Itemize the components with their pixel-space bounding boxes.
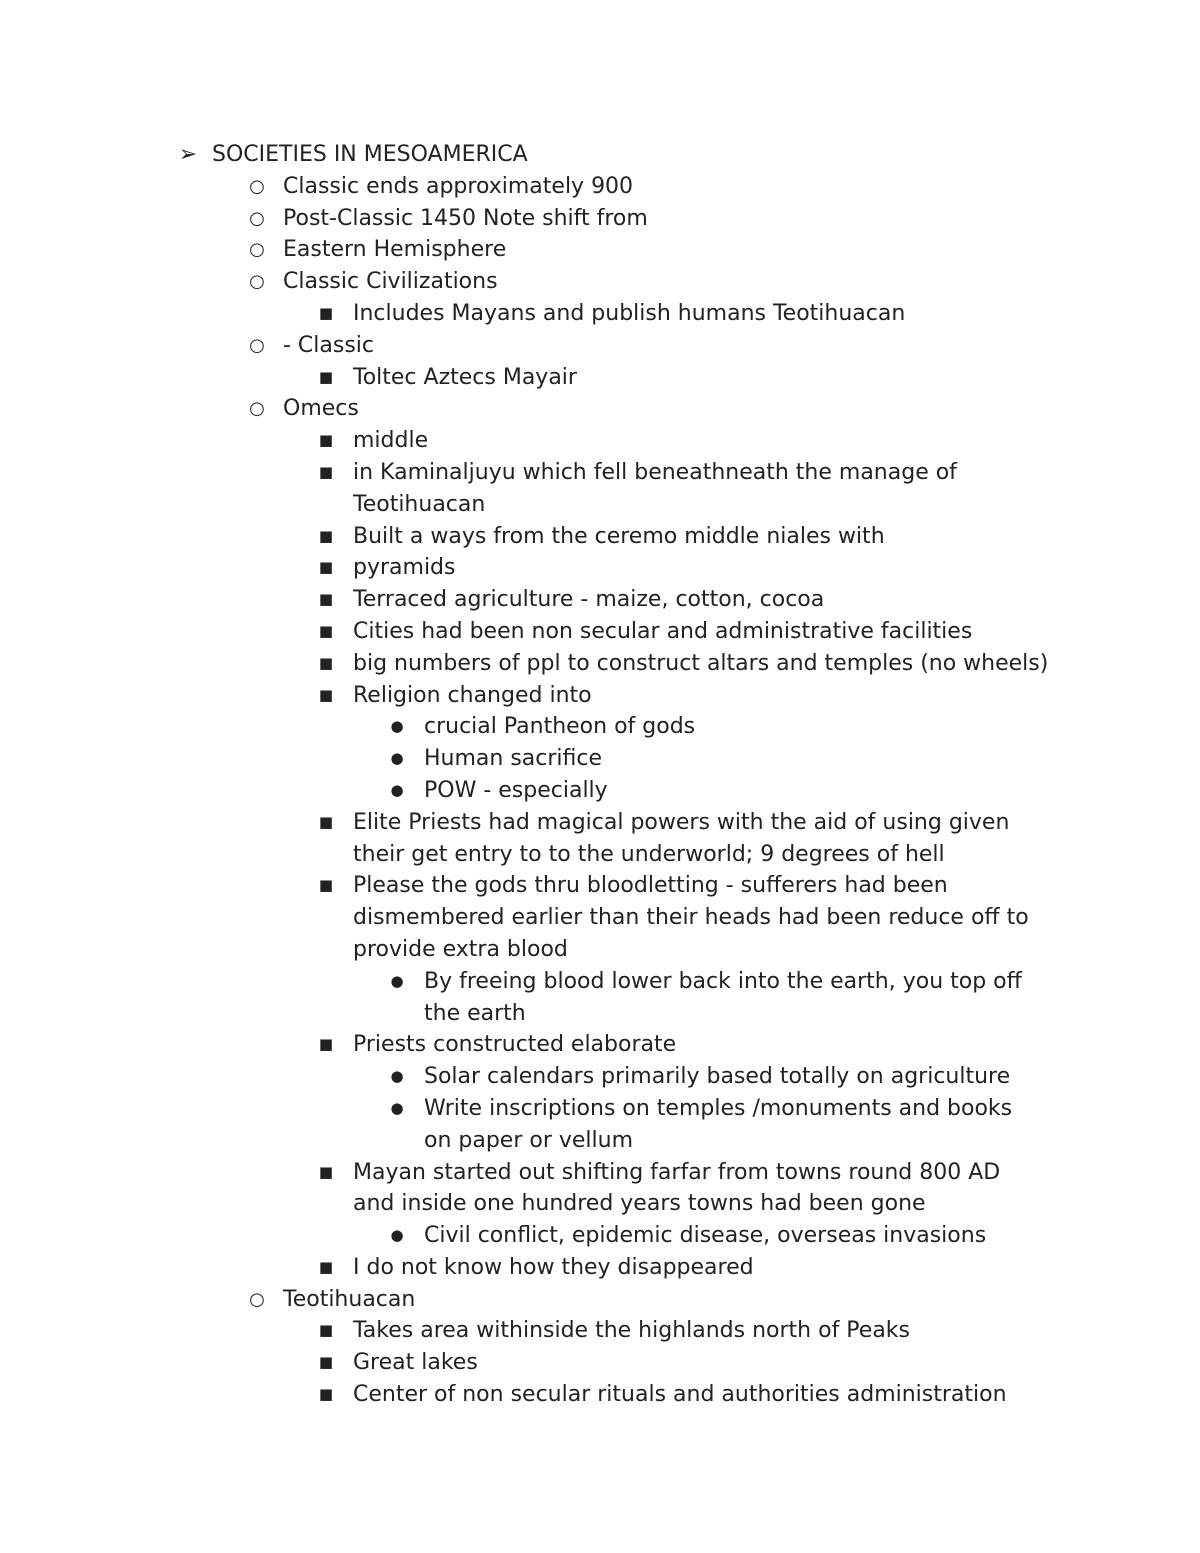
list-item: [0, 584, 1200, 616]
square-bullet-icon: ■: [318, 1321, 334, 1340]
list-item: [0, 298, 1200, 330]
square-bullet-icon: ■: [318, 685, 334, 704]
square-bullet-icon: ■: [318, 431, 334, 450]
arrow-bullet-icon: ➢: [178, 142, 198, 167]
hollow-circle-bullet-icon: ○: [249, 175, 265, 197]
list-item: [0, 1220, 1200, 1252]
square-bullet-icon: ■: [318, 876, 334, 895]
list-item: [0, 648, 1200, 680]
list-item-text: Elite Priests had magical powers with the aid of using given their get entry to to the underworld; 9 degrees of hell: [353, 809, 1010, 867]
square-bullet-icon: ■: [318, 303, 334, 322]
list-item-text: Religion changed into: [353, 682, 592, 708]
list-item-text: in Kaminaljuyu which fell beneathneath the manage of Teotihuacan: [353, 459, 957, 517]
hollow-circle-bullet-icon: ○: [249, 239, 265, 261]
list-item: [0, 1029, 1200, 1061]
filled-circle-bullet-icon: ●: [390, 1098, 404, 1117]
list-item: [0, 521, 1200, 553]
list-item: [0, 1379, 1200, 1411]
list-item-text: Human sacrifice: [424, 746, 603, 772]
list-item-text: Center of non secular rituals and authorities administration: [353, 1382, 1007, 1408]
hollow-circle-bullet-icon: ○: [249, 398, 265, 420]
list-item-text: Classic ends approximately 900: [283, 173, 634, 199]
list-item-text: Cities had been non secular and administrative facilities: [353, 618, 973, 644]
list-item: [0, 1093, 1200, 1157]
square-bullet-icon: ■: [318, 1257, 334, 1276]
list-item-text: middle: [353, 428, 429, 454]
list-item-text: Mayan started out shifting farfar from towns round 800 AD and inside one hundred years towns had been gone: [353, 1159, 1001, 1217]
list-item: [0, 1284, 1200, 1316]
list-item: [0, 680, 1200, 712]
hollow-circle-bullet-icon: ○: [249, 1288, 265, 1310]
list-item-text: pyramids: [353, 555, 456, 581]
square-bullet-icon: ■: [318, 1035, 334, 1054]
square-bullet-icon: ■: [318, 558, 334, 577]
outline-heading: [0, 139, 1200, 171]
square-bullet-icon: ■: [318, 1385, 334, 1404]
filled-circle-bullet-icon: ●: [390, 1226, 404, 1245]
list-item-text: Write inscriptions on temples /monuments and books on paper or vellum: [424, 1095, 1013, 1153]
list-item-text: Eastern Hemisphere: [283, 237, 507, 263]
list-item: [0, 966, 1200, 1030]
list-item: [0, 870, 1200, 965]
list-item: [0, 1157, 1200, 1221]
list-item-text: Terraced agriculture - maize, cotton, cocoa: [353, 587, 825, 613]
square-bullet-icon: ■: [318, 653, 334, 672]
heading-text: SOCIETIES IN MESOAMERICA: [212, 142, 528, 167]
list-item-text: crucial Pantheon of gods: [424, 714, 696, 740]
list-item: [0, 330, 1200, 362]
list-item-text: Priests constructed elaborate: [353, 1032, 677, 1058]
list-item-text: Please the gods thru bloodletting - sufferers had been dismembered earlier than their heads had been reduce off to provide extra blood: [353, 873, 1029, 962]
list-item: [0, 1252, 1200, 1284]
list-item: [0, 1347, 1200, 1379]
square-bullet-icon: ■: [318, 1162, 334, 1181]
filled-circle-bullet-icon: ●: [390, 1067, 404, 1086]
list-item-text: Great lakes: [353, 1350, 478, 1376]
list-item: [0, 171, 1200, 203]
list-item-text: Classic Civilizations: [283, 269, 498, 295]
filled-circle-bullet-icon: ●: [390, 780, 404, 799]
list-item: [0, 457, 1200, 521]
list-item-text: I do not know how they disappeared: [353, 1254, 754, 1280]
list-item: [0, 775, 1200, 807]
list-item: [0, 393, 1200, 425]
document-page: [0, 139, 1200, 1411]
list-item: [0, 743, 1200, 775]
filled-circle-bullet-icon: ●: [390, 749, 404, 768]
square-bullet-icon: ■: [318, 1353, 334, 1372]
list-item: [0, 1315, 1200, 1347]
hollow-circle-bullet-icon: ○: [249, 207, 265, 229]
list-item-text: Built a ways from the ceremo middle niales with: [353, 523, 885, 549]
list-item: [0, 711, 1200, 743]
list-item-text: Civil conflict, epidemic disease, overseas invasions: [424, 1223, 987, 1249]
square-bullet-icon: ■: [318, 462, 334, 481]
list-item: [0, 807, 1200, 871]
list-item: [0, 362, 1200, 394]
hollow-circle-bullet-icon: ○: [249, 334, 265, 356]
filled-circle-bullet-icon: ●: [390, 971, 404, 990]
list-item: [0, 266, 1200, 298]
list-item-text: POW - especially: [424, 777, 608, 803]
list-item: [0, 552, 1200, 584]
outline-list: [0, 171, 1200, 1411]
list-item: [0, 616, 1200, 648]
list-item-text: big numbers of ppl to construct altars and temples (no wheels): [353, 650, 1049, 676]
list-item: [0, 425, 1200, 457]
list-item-text: - Classic: [283, 332, 375, 358]
hollow-circle-bullet-icon: ○: [249, 271, 265, 293]
list-item: [0, 234, 1200, 266]
list-item-text: Takes area withinside the highlands north of Peaks: [353, 1318, 911, 1344]
list-item-text: Toltec Aztecs Mayair: [353, 364, 577, 390]
square-bullet-icon: ■: [318, 812, 334, 831]
square-bullet-icon: ■: [318, 367, 334, 386]
list-item: [0, 1061, 1200, 1093]
list-item: [0, 203, 1200, 235]
list-item-text: Teotihuacan: [283, 1286, 416, 1312]
list-item-text: Includes Mayans and publish humans Teotihuacan: [353, 300, 906, 326]
list-item-text: By freeing blood lower back into the earth, you top off the earth: [424, 968, 1022, 1026]
list-item-text: Solar calendars primarily based totally on agriculture: [424, 1064, 1011, 1090]
square-bullet-icon: ■: [318, 590, 334, 609]
filled-circle-bullet-icon: ●: [390, 717, 404, 736]
square-bullet-icon: ■: [318, 526, 334, 545]
square-bullet-icon: ■: [318, 621, 334, 640]
list-item-text: Omecs: [283, 396, 359, 422]
list-item-text: Post-Classic 1450 Note shift from: [283, 205, 648, 231]
